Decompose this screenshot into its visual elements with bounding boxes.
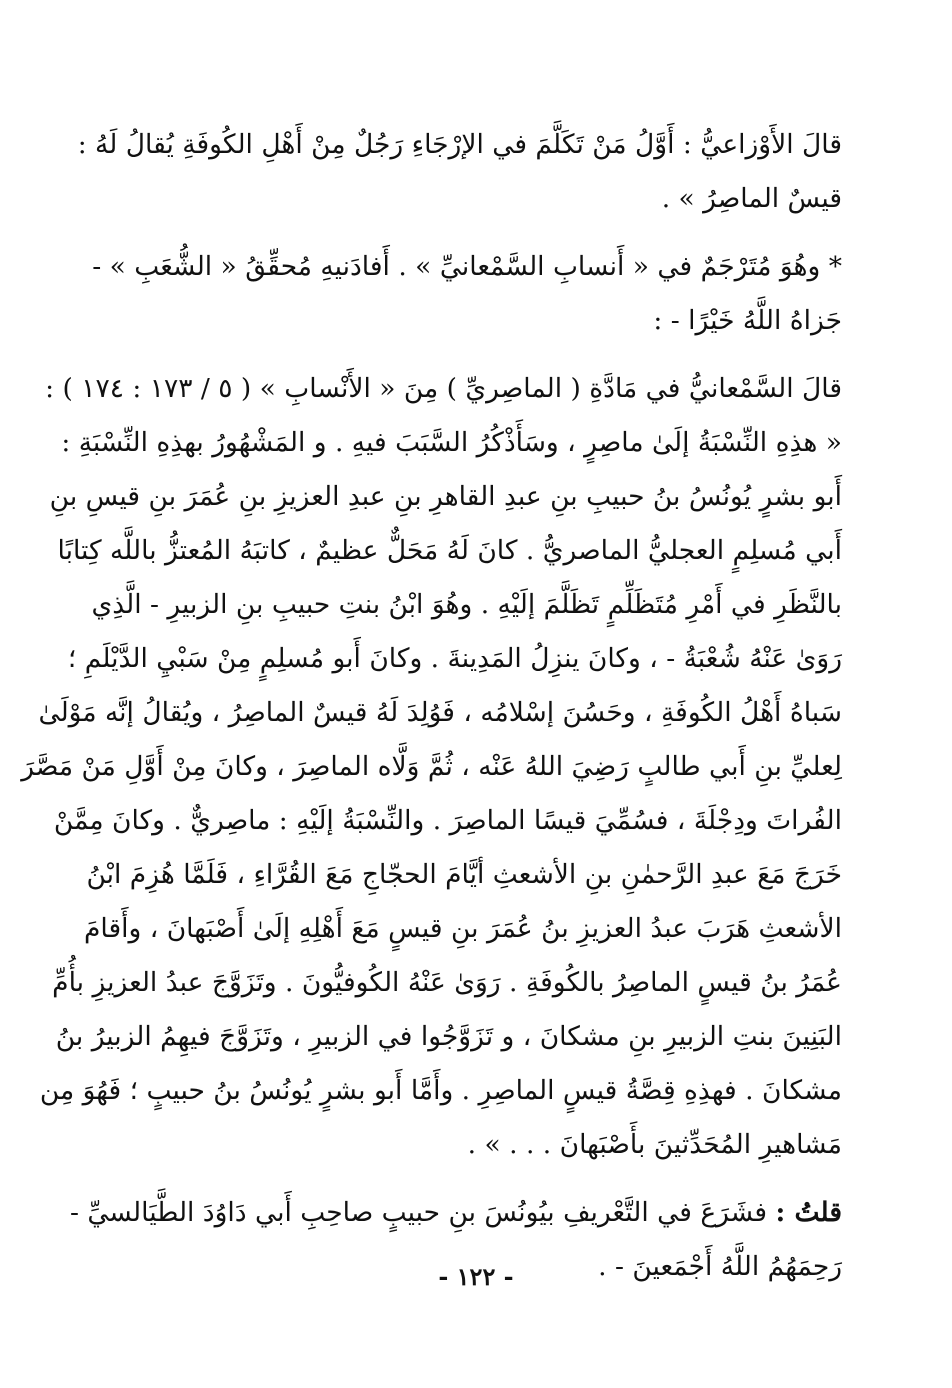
- lead-word: قلتُ :: [775, 1197, 842, 1228]
- text-line: خَرَجَ مَعَ عبدِ الرَّحمٰنِ بنِ الأشعثِ أيَّامَ الحجّاجِ مَعَ القُرَّاءِ ، فَلَمَّا هُزِمَ ابْنُ: [86, 859, 842, 890]
- text-line: مَشاهيرِ المُحَدِّثينَ بأَصْبَهانَ . . . » .: [467, 1129, 842, 1160]
- text-line: سَباهُ أَهْلُ الكُوفَةِ ، وحَسُنَ إسْلامُه ، فَوُلِدَ لَهُ قيسٌ الماصِرُ ، ويُقالُ إنَّه مَوْلَىٰ: [38, 697, 842, 728]
- text-line: [69, 1186, 842, 1240]
- text-line: أَبي مُسلِمٍ العجليُّ الماصريُّ . كانَ لَهُ مَحَلٌّ عظيمٌ ، كاتبَهُ المُعتزُّ باللَّه كِتابًا: [57, 535, 842, 566]
- paragraph-samani-quote: [21, 362, 842, 1172]
- text-line: الفُراتَ ودِجْلَةَ ، فسُمِّيَ قيسًا الماصِرَ . والنِّسْبَةُ إلَيْهِ : ماصِريٌّ . وكانَ مِمَّنْ: [53, 805, 842, 836]
- paragraph-awzai-quote: [77, 118, 842, 226]
- text-line: قيسٌ الماصِرُ » .: [661, 183, 842, 214]
- text-line: لِعليِّ بنِ أَبي طالبٍ رَضِيَ اللهُ عَنْه ، ثُمَّ وَلَّاه الماصِرَ ، وكانَ مِنْ أَوَّلِ مَنْ مَصَّرَ: [21, 751, 842, 782]
- body-text: [21, 118, 842, 1308]
- text-line: البَنِينَ بنتِ الزبيرِ بنِ مشكانَ ، و تَزَوَّجُوا في الزبيرِ ، وتَزَوَّجَ فيهِمُ الزبيرُ بنُ: [55, 1021, 842, 1052]
- text-line: بالنَّظَرِ في أَمْرِ مُتَظَلِّمٍ تَظَلَّمَ إلَيْهِ . وهُوَ ابْنُ بنتِ حبيبِ بنِ الزبيرِ - الَّذِي: [91, 589, 842, 620]
- page-number: - ١٢٢ -: [438, 1262, 514, 1291]
- text-line: أَبو بشرٍ يُونُسُ بنُ حبيبِ بنِ عبدِ القاهرِ بنِ عبدِ العزيزِ بنِ عُمَرَ بنِ قيسِ بنِ: [49, 481, 842, 512]
- text-line: قالَ السَّمْعانيُّ في مَادَّةِ ( الماصِريِّ ) مِنَ « الأَنْسابِ » ( ٥ / ١٧٣ : ١٧٤ ) :: [45, 373, 842, 404]
- text-line: عُمَرُ بنُ قيسٍ الماصِرُ بالكُوفَةِ . رَوَىٰ عَنْهُ الكُوفيُّونَ . وتَزَوَّجَ عبدُ العزيزِ بأُمِّ: [52, 967, 842, 998]
- text-line: قالَ الأَوْزاعيُّ : أَوَّلُ مَنْ تَكَلَّمَ في الإرْجَاءِ رَجُلٌ مِنْ أَهْلِ الكُوفَةِ يُقالُ لَهُ :: [77, 129, 842, 160]
- text-line-content: فشَرَعَ في التَّعْريفِ بيُونُسَ بنِ حبيبٍ صاحِبِ أَبي دَاوُدَ الطَّيَالسيِّ -: [69, 1197, 768, 1228]
- text-line: جَزاهُ اللَّهُ خَيْرًا - :: [653, 305, 842, 336]
- text-line: رَوَىٰ عَنْهُ شُعْبَةُ - ، وكانَ ينزِلُ المَدِينةَ . وكانَ أَبو مُسلِمٍ مِنْ سَبْيِ الدَّيْلَمِ ؛: [67, 643, 842, 674]
- paragraph-translation-note: [92, 240, 842, 348]
- text-line: الأشعثِ هَرَبَ عبدُ العزيزِ بنُ عُمَرَ بنِ قيسٍ مَعَ أَهْلِهِ إلَىٰ أَصْبَهانَ ، وأَقامَ: [83, 913, 842, 944]
- text-line: * وهُوَ مُتَرْجَمٌ في « أَنسابِ السَّمْعانيِّ » . أَفادَنيهِ مُحقِّقُ « الشُّعَبِ » -: [92, 251, 842, 282]
- text-line: رَحِمَهُمُ اللَّهُ أَجْمَعينَ - .: [598, 1251, 842, 1282]
- text-line: « هذِهِ النِّسْبَةُ إلَىٰ ماصِرٍ ، وسَأَذْكُرُ السَّبَبَ فيهِ . و المَشْهُورُ بهذِهِ النِّسْبَةِ :: [61, 427, 842, 458]
- text-line: مشكانَ . فهذِهِ قِصَّةُ قيسٍ الماصِرِ . وأَمَّا أَبو بشرٍ يُونُسُ بنُ حبيبٍ ؛ فَهُوَ مِن: [39, 1075, 842, 1106]
